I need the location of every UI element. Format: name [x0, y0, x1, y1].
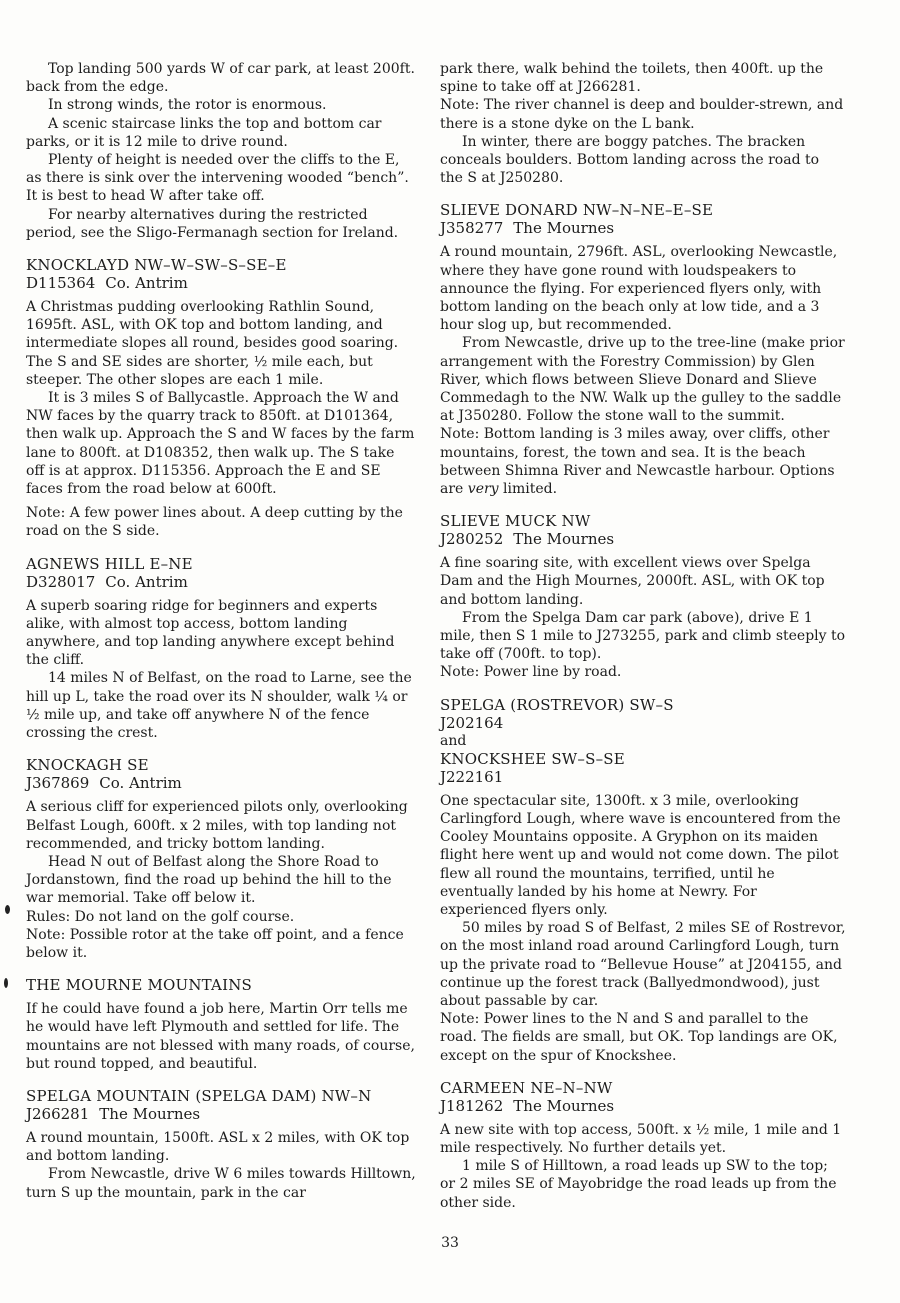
- site-description: A round mountain, 2796ft. ASL, overlooking Newcastle, where they have gone round with loudspeakers to announce the flying. For experienced flyers only, with bottom landing on the beach only at low tide, and a 3 hour slog up, but recommended.: [440, 244, 838, 334]
- site-title-spelga-rostrevor: SPELGA (ROSTREVOR) SW–S: [440, 695, 674, 714]
- site-ref: [26, 774, 416, 792]
- site-area: The Mournes: [99, 1104, 201, 1123]
- site-note: Note: Possible rotor at the take off point, and a fence below it.: [26, 926, 404, 961]
- site-area: Co. Antrim: [105, 572, 188, 591]
- grid-ref: J222161: [440, 767, 504, 786]
- site-description: A round mountain, 1500ft. ASL x 2 miles, with OK top and bottom landing.: [26, 1129, 410, 1165]
- grid-ref: D328017: [26, 572, 96, 591]
- grid-ref: J358277: [440, 219, 504, 238]
- site-note: Note: Power lines to the N and S and parallel to the road. The fields are small, but OK. Top landings are OK, except on the spur of Knockshee.: [440, 1011, 838, 1064]
- site-title-knocklayd: KNOCKLAYD NW–W–SW–S–SE–E: [26, 256, 287, 275]
- site-note: Note: Power line by road.: [440, 664, 622, 681]
- site-title-agnews-hill: AGNEWS HILL E–NE: [26, 554, 193, 573]
- grid-ref: J202164: [440, 713, 504, 732]
- section-title-mourne-mountains: THE MOURNE MOUNTAINS: [26, 976, 253, 995]
- grid-ref: J367869: [26, 774, 90, 793]
- site-title-knockagh: KNOCKAGH SE: [26, 756, 149, 775]
- site-directions-continued: park there, walk behind the toilets, then 400ft. up the spine to take off at J266281.: [440, 61, 824, 96]
- site-area: Co. Antrim: [105, 274, 188, 293]
- scan-speck: [5, 905, 10, 914]
- site-description: A serious cliff for experienced pilots only, overlooking Belfast Lough, 600ft. x 2 miles, with top landing not recommended, and tricky bottom landing.: [26, 799, 408, 852]
- intro-paragraph: A scenic staircase links the top and bottom car parks, or it is 12 mile to drive round.: [26, 115, 382, 150]
- scan-speck: [4, 978, 8, 988]
- site-directions: From Newcastle, drive up to the tree-line (make prior arrangement with the Forestry Commission) by Glen River, which flows between Slieve Donard and Slieve Commedagh to the NW. Walk up the gulley to the saddle at J350280. Follow the stone wall to the summit.: [440, 335, 845, 425]
- site-ref: [440, 219, 846, 237]
- site-note: [440, 425, 846, 498]
- site-ref: [26, 1105, 416, 1123]
- intro-paragraph: Plenty of height is needed over the cliffs to the E, as there is sink over the intervening wooded “bench”. It is best to head W after take off.: [26, 152, 409, 205]
- site-title-spelga-mountain: SPELGA MOUNTAIN (SPELGA DAM) NW–N: [26, 1086, 372, 1105]
- site-description: A superb soaring ridge for beginners and experts alike, with almost top access, bottom landing anywhere, and top landing anywhere except behind the cliff.: [26, 597, 395, 669]
- site-description: A fine soaring site, with excellent views over Spelga Dam and the High Mournes, 2000ft. ASL, with OK top and bottom landing.: [440, 555, 825, 608]
- site-description: A new site with top access, 500ft. x ½ mile, 1 mile and 1 mile respectively. No further details yet.: [440, 1121, 842, 1156]
- site-directions: 14 miles N of Belfast, on the road to Larne, see the hill up L, take the road over its N shoulder, walk ¼ or ½ mile up, and take off anywhere N of the fence crossing the crest.: [26, 670, 412, 742]
- site-area: Co. Antrim: [99, 774, 182, 793]
- grid-ref: J181262: [440, 1096, 504, 1115]
- right-column: [440, 60, 846, 1212]
- page-number: 33: [441, 1235, 459, 1251]
- site-note: Note: A few power lines about. A deep cutting by the road on the S side.: [26, 505, 403, 540]
- site-note: Note: The river channel is deep and boulder-strewn, and there is a stone dyke on the L bank.: [440, 97, 844, 132]
- site-ref: [440, 530, 846, 548]
- note-emphasis: very: [467, 481, 499, 498]
- site-rules: Rules: Do not land on the golf course.: [26, 908, 295, 925]
- site-directions: Head N out of Belfast along the Shore Road to Jordanstown, find the road up behind the hill to the war memorial. Take off below it.: [26, 853, 392, 907]
- site-description: A Christmas pudding overlooking Rathlin Sound, 1695ft. ASL, with OK top and bottom landing, and intermediate slopes all round, besides good soaring. The S and SE sides are shorter, ½ mile each, but steeper. The other slopes are each 1 mile.: [26, 299, 399, 388]
- site-area: The Mournes: [513, 1096, 615, 1115]
- grid-ref: D115364: [26, 274, 96, 293]
- site-title-carmeen: CARMEEN NE–N–NW: [440, 1078, 613, 1097]
- site-directions: From the Spelga Dam car park (above), drive E 1 mile, then S 1 mile to J273255, park and climb steeply to take off (700ft. to top).: [440, 609, 846, 663]
- grid-ref: J266281: [26, 1104, 90, 1123]
- grid-ref: J280252: [440, 530, 504, 549]
- site-ref: [26, 573, 416, 591]
- site-area: The Mournes: [513, 530, 615, 549]
- site-title-slieve-donard: SLIEVE DONARD NW–N–NE–E–SE: [440, 201, 714, 220]
- intro-paragraph: Top landing 500 yards W of car park, at least 200ft. back from the edge.: [26, 61, 415, 96]
- site-directions: 50 miles by road S of Belfast, 2 miles SE of Rostrevor, on the most inland road around Carlingford Lough, turn up the private road to “Bellevue House” at J204155, and continue up the forest track (Ballyedmondwood), just about passable by car.: [440, 920, 846, 1009]
- site-description: One spectacular site, 1300ft. x 3 mile, overlooking Carlingford Lough, where wave is encountered from the Cooley Mountains opposite. A Gryphon on its maiden flight here went up and would not come down. The pilot flew all round the mountains, terrified, until he eventually landed by his home at Newry. For experienced flyers only.: [440, 792, 841, 918]
- site-directions: It is 3 miles S of Ballycastle. Approach the W and NW faces by the quarry track to 850ft. at D101364, then walk up. Approach the S and W faces by the farm lane to 800ft. at D108352, then walk up. The S take off is at approx. D115356. Approach the E and SE faces from the road below at 600ft.: [26, 390, 415, 498]
- site-title-slieve-muck: SLIEVE MUCK NW: [440, 512, 591, 531]
- site-paragraph: In winter, there are boggy patches. The bracken conceals boulders. Bottom landing across the road to the S at J250280.: [440, 133, 820, 187]
- site-ref: [440, 1097, 846, 1115]
- site-directions: From Newcastle, drive W 6 miles towards Hilltown, turn S up the mountain, park in the car: [26, 1166, 416, 1201]
- note-text: limited.: [498, 481, 558, 498]
- and-connector: and: [440, 732, 467, 749]
- intro-paragraph: For nearby alternatives during the restricted period, see the Sligo-Fermanagh section for Ireland.: [26, 206, 399, 241]
- intro-paragraph: In strong winds, the rotor is enormous.: [48, 97, 327, 114]
- site-title-knockshee: KNOCKSHEE SW–S–SE: [440, 749, 625, 768]
- note-text: Note: Bottom landing is 3 miles away, over cliffs, other mountains, forest, the town and sea. It is the beach between Shimna River and Newcastle harbour. Options are: [440, 426, 835, 498]
- left-column: [26, 60, 416, 1202]
- site-ref: [26, 274, 416, 292]
- site-area: The Mournes: [513, 219, 615, 238]
- section-description: If he could have found a job here, Martin Orr tells me he would have left Plymouth and settled for life. The mountains are not blessed with many roads, of course, but round topped, and beautiful.: [26, 1001, 415, 1072]
- site-directions: 1 mile S of Hilltown, a road leads up SW to the top; or 2 miles SE of Mayobridge the road leads up from the other side.: [440, 1158, 837, 1211]
